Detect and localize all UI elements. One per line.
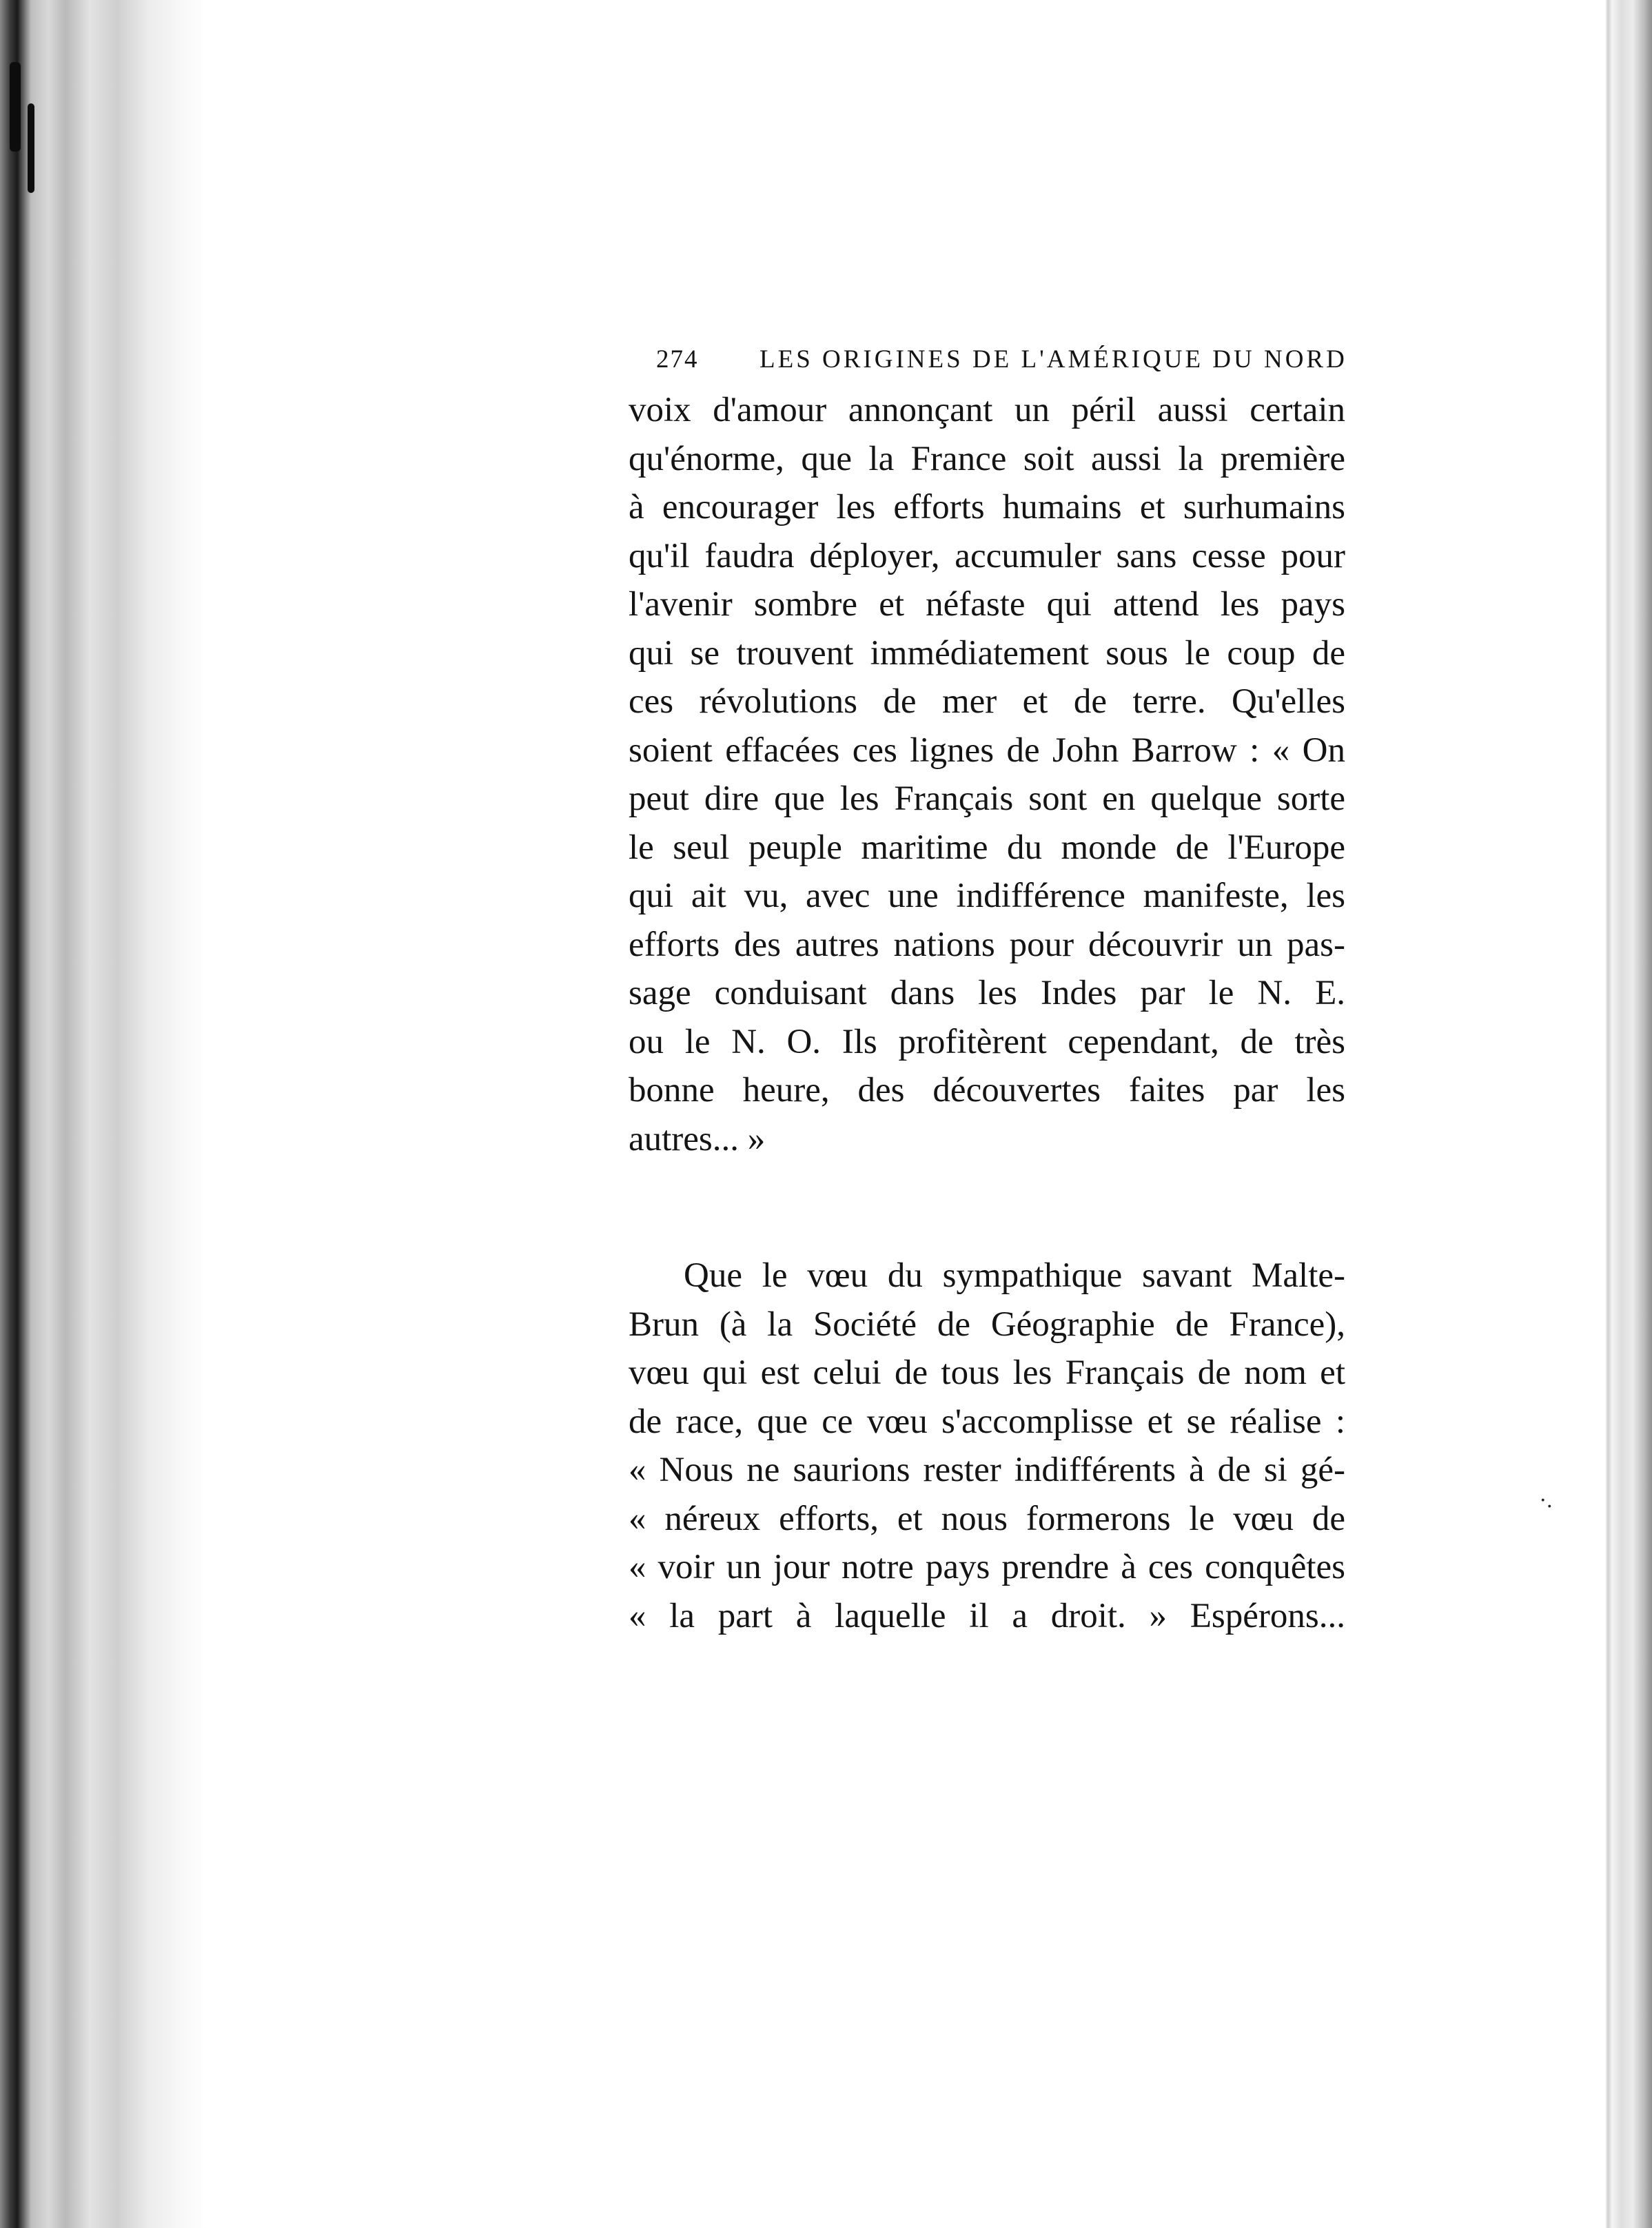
page-number: 274	[656, 345, 699, 374]
text-line: bonne heure, des découvertes faites par les	[629, 1071, 1345, 1110]
text-line: peut dire que les Français sont en quelque sorte	[629, 779, 1345, 818]
text-line: ou le N. O. Ils profitèrent cependant, de très	[629, 1022, 1345, 1061]
paragraph-gap	[629, 1163, 1345, 1251]
text-line: Que le vœu du sympathique savant Malte-	[684, 1256, 1345, 1295]
text-line: vœu qui est celui de tous les Français de nom et	[629, 1353, 1345, 1392]
text-line: ces révolutions de mer et de terre. Qu'elles	[629, 682, 1345, 721]
text-line: à encourager les efforts humains et surhumains	[629, 488, 1345, 527]
text-line: qu'énorme, que la France soit aussi la première	[629, 439, 1345, 478]
text-line: l'avenir sombre et néfaste qui attend les pays	[629, 585, 1345, 624]
text-line: voix d'amour annonçant un péril aussi certain	[629, 391, 1345, 429]
binding-mark	[10, 62, 21, 152]
binding-mark	[28, 103, 34, 193]
page-text	[629, 345, 1345, 1640]
paragraph-2	[629, 1251, 1345, 1640]
text-line: soient effacées ces lignes de John Barrow : « On	[629, 730, 1345, 770]
text-line: efforts des autres nations pour découvrir un pas-	[629, 925, 1345, 964]
text-line: de race, que ce vœu s'accomplisse et se réalise :	[629, 1402, 1345, 1441]
text-line: qu'il faudra déployer, accumuler sans cesse pour	[629, 536, 1345, 575]
paragraph-1	[629, 386, 1345, 1163]
text-line: « voir un jour notre pays prendre à ces conquêtes	[629, 1548, 1345, 1586]
text-line: « néreux efforts, et nous formerons le vœu de	[629, 1499, 1345, 1538]
text-line: autres... »	[629, 1119, 766, 1158]
running-title: LES ORIGINES DE L'AMÉRIQUE DU NORD	[759, 345, 1347, 374]
scan-speck: ·.	[1540, 1489, 1553, 1513]
text-line: qui ait vu, avec une indifférence manifeste, les	[629, 877, 1345, 915]
text-line: qui se trouvent immédiatement sous le coup de	[629, 633, 1345, 673]
text-line: « la part à laquelle il a droit. » Espérons...	[629, 1596, 1345, 1635]
right-page-edge	[1605, 0, 1652, 2228]
text-line: Brun (à la Société de Géographie de France),	[629, 1305, 1345, 1344]
running-head	[629, 345, 1345, 386]
text-line: le seul peuple maritime du monde de l'Europe	[629, 828, 1345, 867]
binding-edge	[0, 0, 207, 2228]
text-line: sage conduisant dans les Indes par le N. E.	[629, 974, 1345, 1012]
text-line: « Nous ne saurions rester indifférents à de si gé-	[629, 1451, 1345, 1489]
